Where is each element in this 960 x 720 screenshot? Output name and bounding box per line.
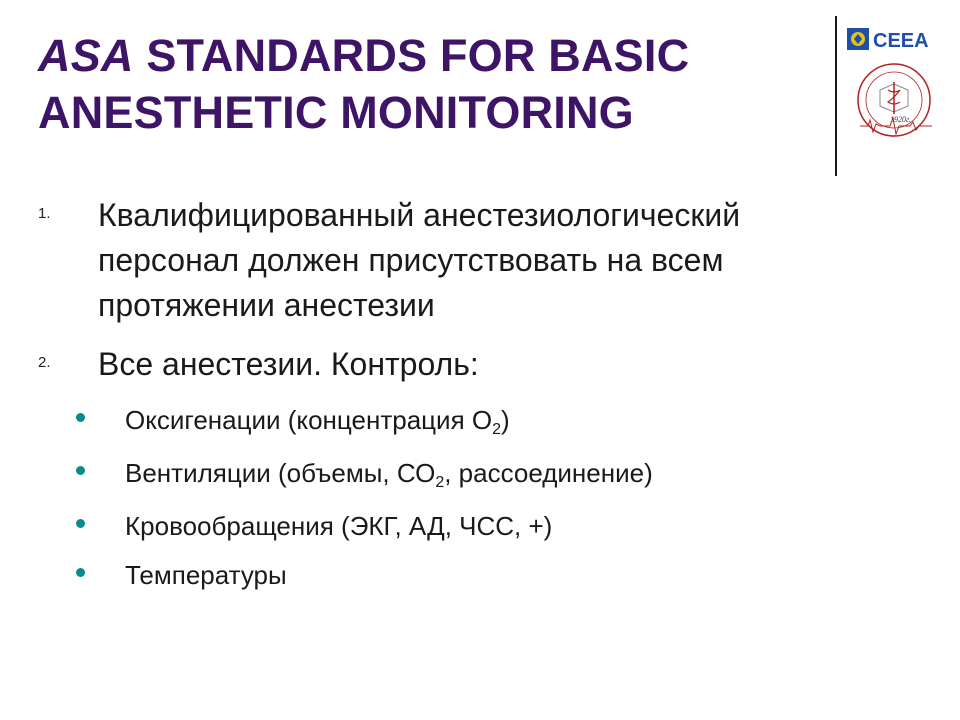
list-item-1-text — [98, 193, 740, 328]
bullet-after-text: ) — [501, 405, 510, 435]
bullet-dot-icon — [76, 519, 85, 528]
slide-title — [38, 27, 818, 141]
list-item-1-line-1: Квалифицированный анестезиологический — [98, 197, 741, 233]
bullet-dot-icon — [76, 568, 85, 577]
bullet-text — [125, 457, 653, 489]
ceea-logo-text: CEEA — [873, 30, 929, 52]
bullet-item-ventilation — [76, 457, 896, 497]
list-item-2-line-1: Все анестезии. Контроль: — [98, 346, 479, 382]
bullet-main-text: Вентиляции (объемы, СО — [125, 458, 436, 488]
bullet-dot-icon — [76, 466, 85, 475]
bullet-item-temperature — [76, 559, 896, 599]
list-number-1: 1. — [38, 205, 51, 222]
header-divider — [835, 16, 837, 176]
bullet-after-text: , рассоединение) — [444, 458, 653, 488]
bullet-main-text: Оксигенации (концентрация О — [125, 405, 493, 435]
bullet-main-text: Температуры — [125, 560, 287, 590]
bullet-item-circulation — [76, 510, 896, 550]
bullet-item-oxygenation — [76, 404, 896, 444]
title-part2: STANDARDS FOR BASIC — [133, 30, 690, 81]
title-line2: ANESTHETIC MONITORING — [38, 87, 634, 138]
bullet-subscript: 2 — [492, 421, 502, 438]
bullet-text — [125, 404, 510, 436]
list-item-2-text — [98, 342, 479, 387]
title-asa: ASA — [38, 30, 134, 81]
seal-year-text: 1920г. — [890, 115, 912, 124]
list-item-1-line-3: протяжении анестезии — [98, 287, 435, 323]
ceea-logo — [846, 26, 950, 52]
list-number-2: 2. — [38, 354, 51, 371]
seal-emblem-icon — [850, 60, 942, 144]
bullet-main-text: Кровообращения (ЭКГ, АД, ЧСС, +) — [125, 511, 553, 541]
bullet-text — [125, 559, 287, 591]
list-item-1-line-2: персонал должен присутствовать на всем — [98, 242, 724, 278]
university-seal-logo — [850, 60, 942, 144]
ceea-emblem-icon — [846, 26, 950, 52]
bullet-text — [125, 510, 552, 542]
bullet-subscript: 2 — [435, 474, 445, 491]
bullet-dot-icon — [76, 413, 85, 422]
